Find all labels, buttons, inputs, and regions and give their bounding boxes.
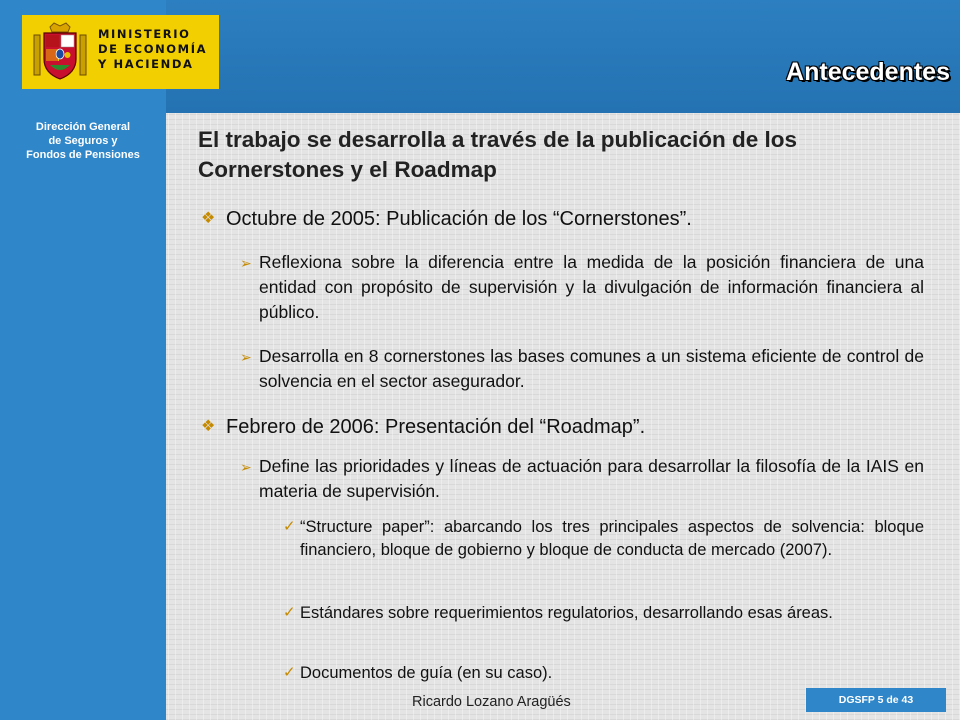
sidebar-band — [0, 0, 166, 720]
arrowhead-icon: ➢ — [240, 255, 252, 271]
logo-line-1: MINISTERIO — [98, 27, 191, 41]
list-item: Desarrolla en 8 cornerstones las bases comunes a un sistema eficiente de control de solvencia en el sector asegurador. — [259, 346, 924, 391]
checkmark-icon: ✓ — [283, 664, 296, 681]
list-item: Octubre de 2005: Publicación de los “Cornerstones”. — [226, 208, 692, 230]
diamond-cluster-icon: ❖ — [201, 210, 216, 227]
org-line-3: Fondos de Pensiones — [26, 149, 140, 161]
arrowhead-icon: ➢ — [240, 459, 252, 475]
list-item: Estándares sobre requerimientos regulatorios, desarrollando esas áreas. — [300, 604, 833, 622]
slide-heading: El trabajo se desarrolla a través de la publicación de los Cornerstones y el Roadmap — [198, 127, 797, 182]
list-item: Documentos de guía (en su caso). — [300, 664, 553, 682]
list-item: “Structure paper”: abarcando los tres principales aspectos de solvencia: bloque financiero, bloque de gobierno y bloque de conducta de mercado (2007). — [300, 518, 924, 559]
page-number-badge: DGSFP 5 de 43 — [806, 688, 946, 712]
org-line-2: de Seguros y — [48, 135, 118, 147]
logo-line-3: Y HACIENDA — [98, 57, 194, 71]
spain-coat-of-arms-icon — [32, 21, 88, 83]
checkmark-icon: ✓ — [283, 604, 296, 621]
list-item: Reflexiona sobre la diferencia entre la medida de la posición financiera de una entidad con propósito de supervisión y la divulgación de información financiera al público. — [259, 252, 924, 322]
section-title: Antecedentes — [786, 58, 950, 86]
list-item: Febrero de 2006: Presentación del “Roadmap”. — [226, 416, 646, 438]
organization-name — [0, 120, 166, 162]
org-line-1: Dirección General — [35, 121, 131, 133]
arrowhead-icon: ➢ — [240, 349, 252, 365]
footer-author: Ricardo Lozano Aragüés — [412, 694, 571, 710]
checkmark-icon: ✓ — [283, 518, 296, 535]
ministry-logo — [22, 15, 219, 89]
diamond-cluster-icon: ❖ — [201, 418, 216, 435]
logo-line-2: DE ECONOMÍA — [98, 42, 208, 56]
list-item: Define las prioridades y líneas de actuación para desarrollar la filosofía de la IAIS en materia de supervisión. — [259, 456, 924, 501]
